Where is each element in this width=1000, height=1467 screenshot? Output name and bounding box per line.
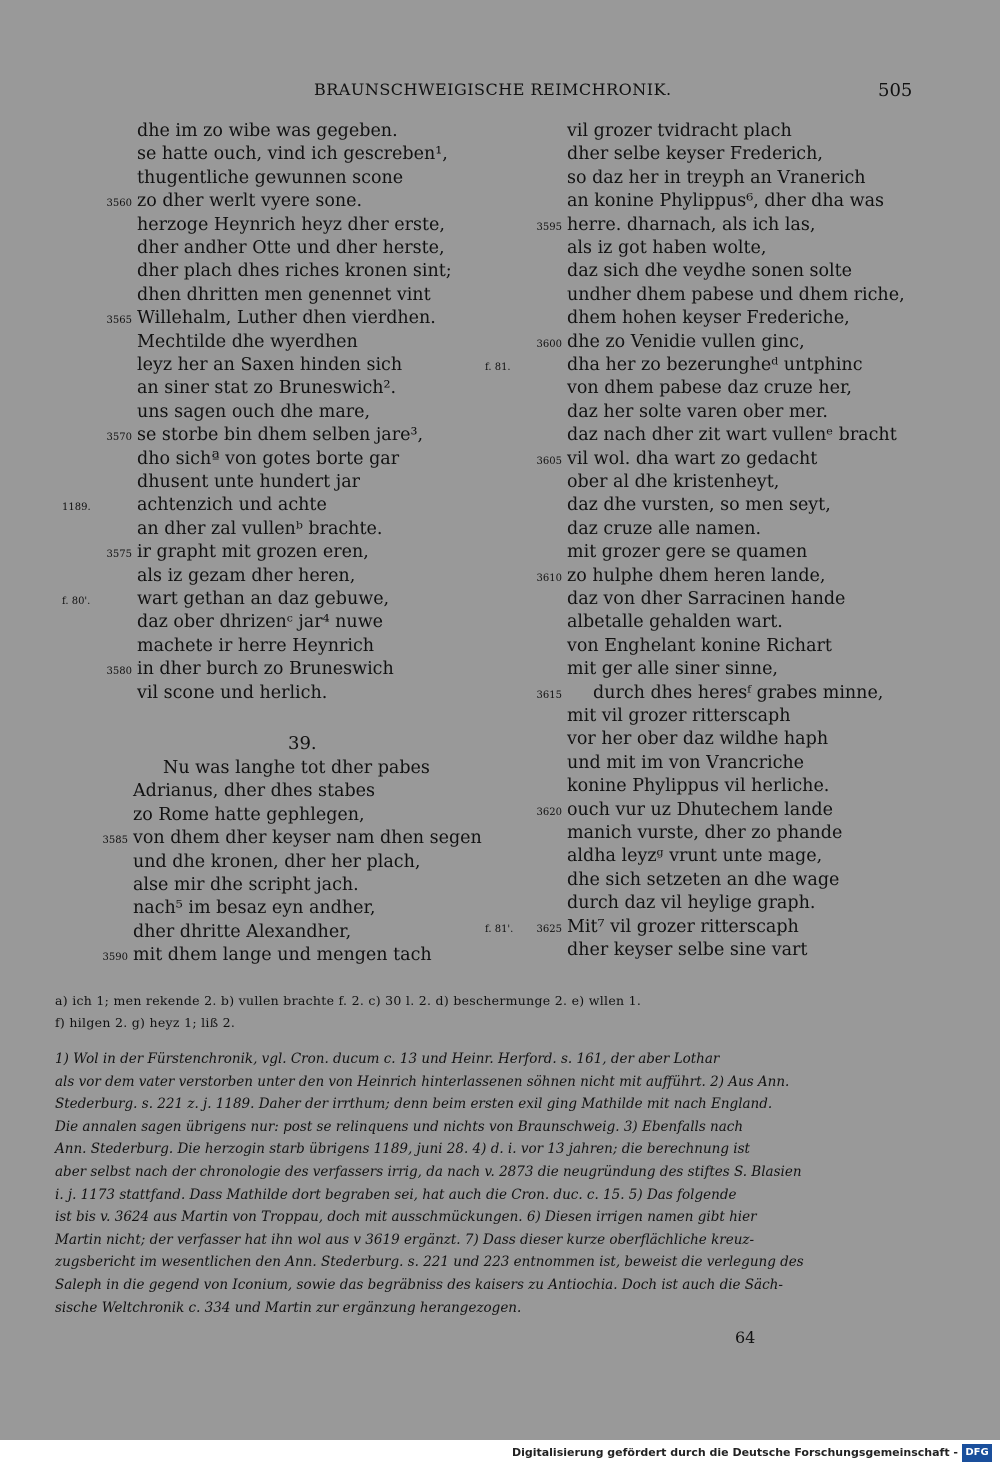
manuscript-folio-ref: f. 81. — [485, 362, 511, 373]
manuscript-folio-ref: f. 81'. — [485, 923, 514, 935]
verse-text: ober al dhe kristenheyt, — [567, 472, 780, 492]
verse-line — [0, 143, 1000, 167]
footnote-line: Die annalen sagen übrigens nur: post se relinquens und nichts von Braunschweig. 3) Ebenfalls nach — [55, 1118, 744, 1135]
footnotes — [55, 1048, 905, 1319]
verse-text: Mit⁷ vil grozer ritterscaph — [567, 916, 799, 937]
verse-text: mit ger alle siner sinne, — [567, 659, 778, 680]
verse-text: dher keyser selbe sine vart — [567, 940, 808, 960]
verse-text: machete ir herre Heynrich — [137, 635, 375, 656]
verse-text: an dher zal vullenᵇ brachte. — [137, 518, 383, 539]
verse-line — [0, 658, 1000, 682]
verse-number: 3560 — [106, 198, 132, 210]
footnote-line: Saleph in die gegend von Iconium, sowie das begräbniss des kaisers zu Antiochia. Doch ist auch die Säch- — [55, 1276, 783, 1293]
verse-text: von dhem dher keyser nam dhen segen — [133, 828, 482, 849]
verse-text: daz cruze alle namen. — [567, 518, 762, 539]
verse-line — [0, 237, 1000, 261]
verse-number: 3610 — [536, 572, 562, 584]
verse-line — [0, 167, 1000, 191]
verse-line — [0, 190, 1000, 214]
page-number: 505 — [878, 80, 913, 101]
verse-line — [0, 635, 1000, 659]
verse-text: dhe sich setzeten an dhe wage — [567, 869, 840, 890]
verse-text: so daz her in treyph an Vranerich — [567, 167, 866, 188]
footnote-line: Stederburg. s. 221 z. j. 1189. Daher der irrthum; denn beim ersten exil ging Mathilde mit nach England. — [55, 1096, 773, 1113]
verse-line — [0, 939, 1000, 963]
verse-text: vor her ober daz wildhe haph — [567, 729, 829, 750]
verse-text: undher dhem pabese und dhem riche, — [567, 284, 905, 305]
verse-line — [0, 307, 1000, 331]
verse-line — [0, 611, 1000, 635]
verse-line — [0, 471, 1000, 495]
verse-text: zo dher werlt vyere sone. — [137, 191, 363, 212]
verse-text: dhe zo Venidie vullen ginc, — [567, 331, 805, 352]
verse-line — [0, 752, 1000, 776]
verse-line — [0, 775, 1000, 799]
verse-line — [0, 214, 1000, 238]
verse-text: ouch vur uz Dhutechem lande — [567, 799, 833, 820]
verse-text: und dhe kronen, dher her plach, — [133, 851, 421, 872]
verse-text: Willehalm, Luther dhen vierdhen. — [137, 308, 436, 329]
verse-text: nach⁵ im besaz eyn andher, — [133, 898, 376, 919]
verse-text: daz von dher Sarracinen hande — [567, 589, 846, 609]
verse-line — [0, 845, 1000, 869]
verse-number: 3575 — [106, 549, 132, 561]
verse-line — [0, 682, 1000, 706]
verse-text: daz dhe vursten, so men seyt, — [567, 495, 831, 516]
verse-line — [0, 869, 1000, 893]
verse-number: 3620 — [536, 806, 562, 818]
verse-text: leyz her an Saxen hinden sich — [137, 355, 403, 375]
variant-line: a) ich 1; men rekende 2. b) vullen brachte f. 2. c) 30 l. 2. d) beschermunge 2. e) wllen 1. — [55, 993, 642, 1008]
verse-number: 3580 — [106, 666, 132, 678]
verse-text: dho sichª von gotes borte gar — [137, 448, 400, 469]
variant-readings — [55, 990, 905, 1034]
manuscript-folio-ref: 1189. — [62, 502, 91, 514]
verse-number: 3595 — [536, 221, 562, 233]
verse-text: wart gethan an daz gebuwe, — [137, 589, 390, 609]
verse-number: 3615 — [536, 689, 562, 701]
verse-line — [0, 401, 1000, 425]
verse-text: herre. dharnach, als ich las, — [567, 214, 816, 235]
verse-line — [0, 518, 1000, 542]
verse-line — [0, 799, 1000, 823]
verse-text: vil grozer tvidracht plach — [567, 121, 792, 141]
verse-text: daz ober dhrizenᶜ jar⁴ nuwe — [137, 612, 384, 633]
verse-text: an konine Phylippus⁶, dher dha was — [567, 191, 885, 212]
verse-text: von Enghelant konine Richart — [567, 635, 832, 656]
verse-line — [0, 377, 1000, 401]
funding-credit[interactable]: Digitalisierung gefördert durch die Deutsche Forschungsgemeinschaft - — [511, 1446, 958, 1459]
dfg-logo-icon[interactable]: DFG — [962, 1444, 992, 1462]
verse-line — [0, 120, 1000, 144]
verse-line — [0, 728, 1000, 752]
verse-line — [0, 892, 1000, 916]
verse-text: dher selbe keyser Frederich, — [567, 144, 823, 165]
verse-line — [0, 354, 1000, 378]
verse-text: dhem hohen keyser Frederiche, — [567, 308, 850, 329]
verse-text: dhe im zo wibe was gegeben. — [137, 121, 398, 141]
footnote-line: sische Weltchronik c. 334 und Martin zur ergänzung herangezogen. — [55, 1299, 522, 1316]
verse-text: albetalle gehalden wart. — [567, 612, 783, 633]
verse-number: 3600 — [536, 338, 562, 350]
verse-text: konine Phylippus vil herliche. — [567, 776, 830, 797]
verse-number: 3605 — [536, 455, 562, 467]
verse-line — [0, 705, 1000, 729]
verse-text: achtenzich und achte — [137, 495, 327, 516]
footnote-line: ist bis v. 3624 aus Martin von Troppau, doch mit ausschmückungen. 6) Diesen irrigen namen gibt hier — [55, 1209, 757, 1226]
verse-line — [0, 916, 1000, 940]
footnote-line: 1) Wol in der Fürstenchronik, vgl. Cron. ducum c. 13 und Heinr. Herford. s. 161, der aber Lothar — [55, 1051, 720, 1067]
verse-line — [0, 588, 1000, 612]
verse-text: uns sagen ouch dhe mare, — [137, 401, 371, 422]
verse-line — [0, 424, 1000, 448]
verse-text: se storbe bin dhem selben jare³, — [137, 425, 424, 446]
verse-text: dhen dhritten men genennet vint — [137, 284, 431, 305]
verse-line — [0, 541, 1000, 565]
verse-text: Mechtilde dhe wyerdhen — [137, 331, 358, 352]
verse-line — [0, 260, 1000, 284]
verse-text: mit vil grozer ritterscaph — [567, 706, 791, 726]
verse-line — [0, 494, 1000, 518]
verse-text: Adrianus, dher dhes stabes — [133, 781, 376, 802]
verse-text: se hatte ouch, vind ich gescreben¹, — [137, 144, 448, 165]
verse-text: an siner stat zo Bruneswich². — [137, 378, 397, 399]
footnote-line: Martin nicht; der verfasser hat ihn wol aus v 3619 ergänzt. 7) Dass dieser kurze oberflächliche kreuz- — [55, 1231, 755, 1248]
verse-line — [0, 822, 1000, 846]
section-heading: 39. — [288, 733, 317, 754]
verse-text: Nu was langhe tot dher pabes — [163, 758, 430, 778]
verse-text: dher dhritte Alexandher, — [133, 921, 352, 942]
verse-text: ir grapht mit grozen eren, — [137, 542, 369, 563]
verse-text: herzoge Heynrich heyz dher erste, — [137, 214, 445, 235]
signature-mark: 64 — [735, 1328, 756, 1347]
footer-bar — [0, 1440, 1000, 1467]
footnote-line: zugsbericht im wesentlichen den Ann. Stederburg. s. 221 und 223 entnommen ist, beweist die verlegung des — [55, 1254, 804, 1271]
verse-text: und mit im von Vrancriche — [567, 752, 805, 773]
verse-text: daz sich dhe veydhe sonen solte — [567, 261, 853, 282]
verse-text: dhusent unte hundert jar — [137, 472, 360, 492]
variant-line: f) hilgen 2. g) heyz 1; liß 2. — [55, 1015, 236, 1030]
verse-text: als iz got haben wolte, — [567, 238, 767, 258]
verse-line — [0, 331, 1000, 355]
verse-line — [0, 448, 1000, 472]
verse-text: durch dhes heresᶠ grabes minne, — [593, 682, 884, 703]
verse-text: zo hulphe dhem heren lande, — [567, 565, 826, 586]
manuscript-folio-ref: f. 80'. — [62, 596, 91, 607]
verse-text: vil wol. dha wart zo gedacht — [567, 448, 818, 469]
verse-text: dher plach dhes riches kronen sint; — [137, 261, 452, 282]
verse-text: alse mir dhe scripht jach. — [133, 875, 359, 895]
verse-number: 3570 — [106, 432, 132, 444]
verse-number: 3590 — [102, 952, 128, 964]
verse-text: daz her solte varen ober mer. — [567, 401, 828, 422]
footnote-line: als vor dem vater verstorben unter den von Heinrich hinterlassenen söhnen nicht mit aufführt. 2) Aus Ann. — [55, 1073, 790, 1090]
verse-text: durch daz vil heylige graph. — [567, 893, 816, 914]
verse-text: vil scone und herlich. — [137, 682, 328, 703]
verse-text: als iz gezam dher heren, — [137, 565, 356, 586]
footnote-line: Ann. Stederburg. Die herzogin starb übrigens 1189, juni 28. 4) d. i. vor 13 jahren; die berechnung ist — [55, 1141, 750, 1158]
verse-line — [0, 284, 1000, 308]
footnote-line: aber selbst nach der chronologie des verfassers irrig, da nach v. 2873 die neugründung des stiftes S. Blasien — [55, 1163, 802, 1180]
verse-number: 3565 — [106, 315, 132, 327]
verse-text: dha her zo bezerungheᵈ untphinc — [567, 355, 863, 375]
verse-line — [0, 565, 1000, 589]
verse-number: 3585 — [102, 835, 128, 847]
running-title: BRAUNSCHWEIGISCHE REIMCHRONIK. — [314, 80, 672, 99]
verse-text: in dher burch zo Bruneswich — [137, 659, 394, 680]
verse-number: 3625 — [536, 923, 562, 935]
verse-text: mit dhem lange und mengen tach — [133, 945, 432, 966]
verse-text: thugentliche gewunnen scone — [137, 167, 404, 188]
verse-text: manich vurste, dher zo phande — [567, 823, 843, 843]
verse-text: mit grozer gere se quamen — [567, 542, 808, 563]
verse-text: zo Rome hatte gephlegen, — [133, 804, 365, 825]
verse-text: von dhem pabese daz cruze her, — [567, 378, 852, 399]
verse-text: aldha leyzᵍ vrunt unte mage, — [567, 846, 823, 867]
verse-text: dher andher Otte und dher herste, — [137, 238, 445, 258]
verse-text: daz nach dher zit wart vullenᵉ bracht — [567, 425, 897, 446]
footnote-line: i. j. 1173 stattfand. Dass Mathilde dort begraben sei, hat auch die Cron. duc. c. 15. 5) Das folgende — [55, 1186, 737, 1203]
